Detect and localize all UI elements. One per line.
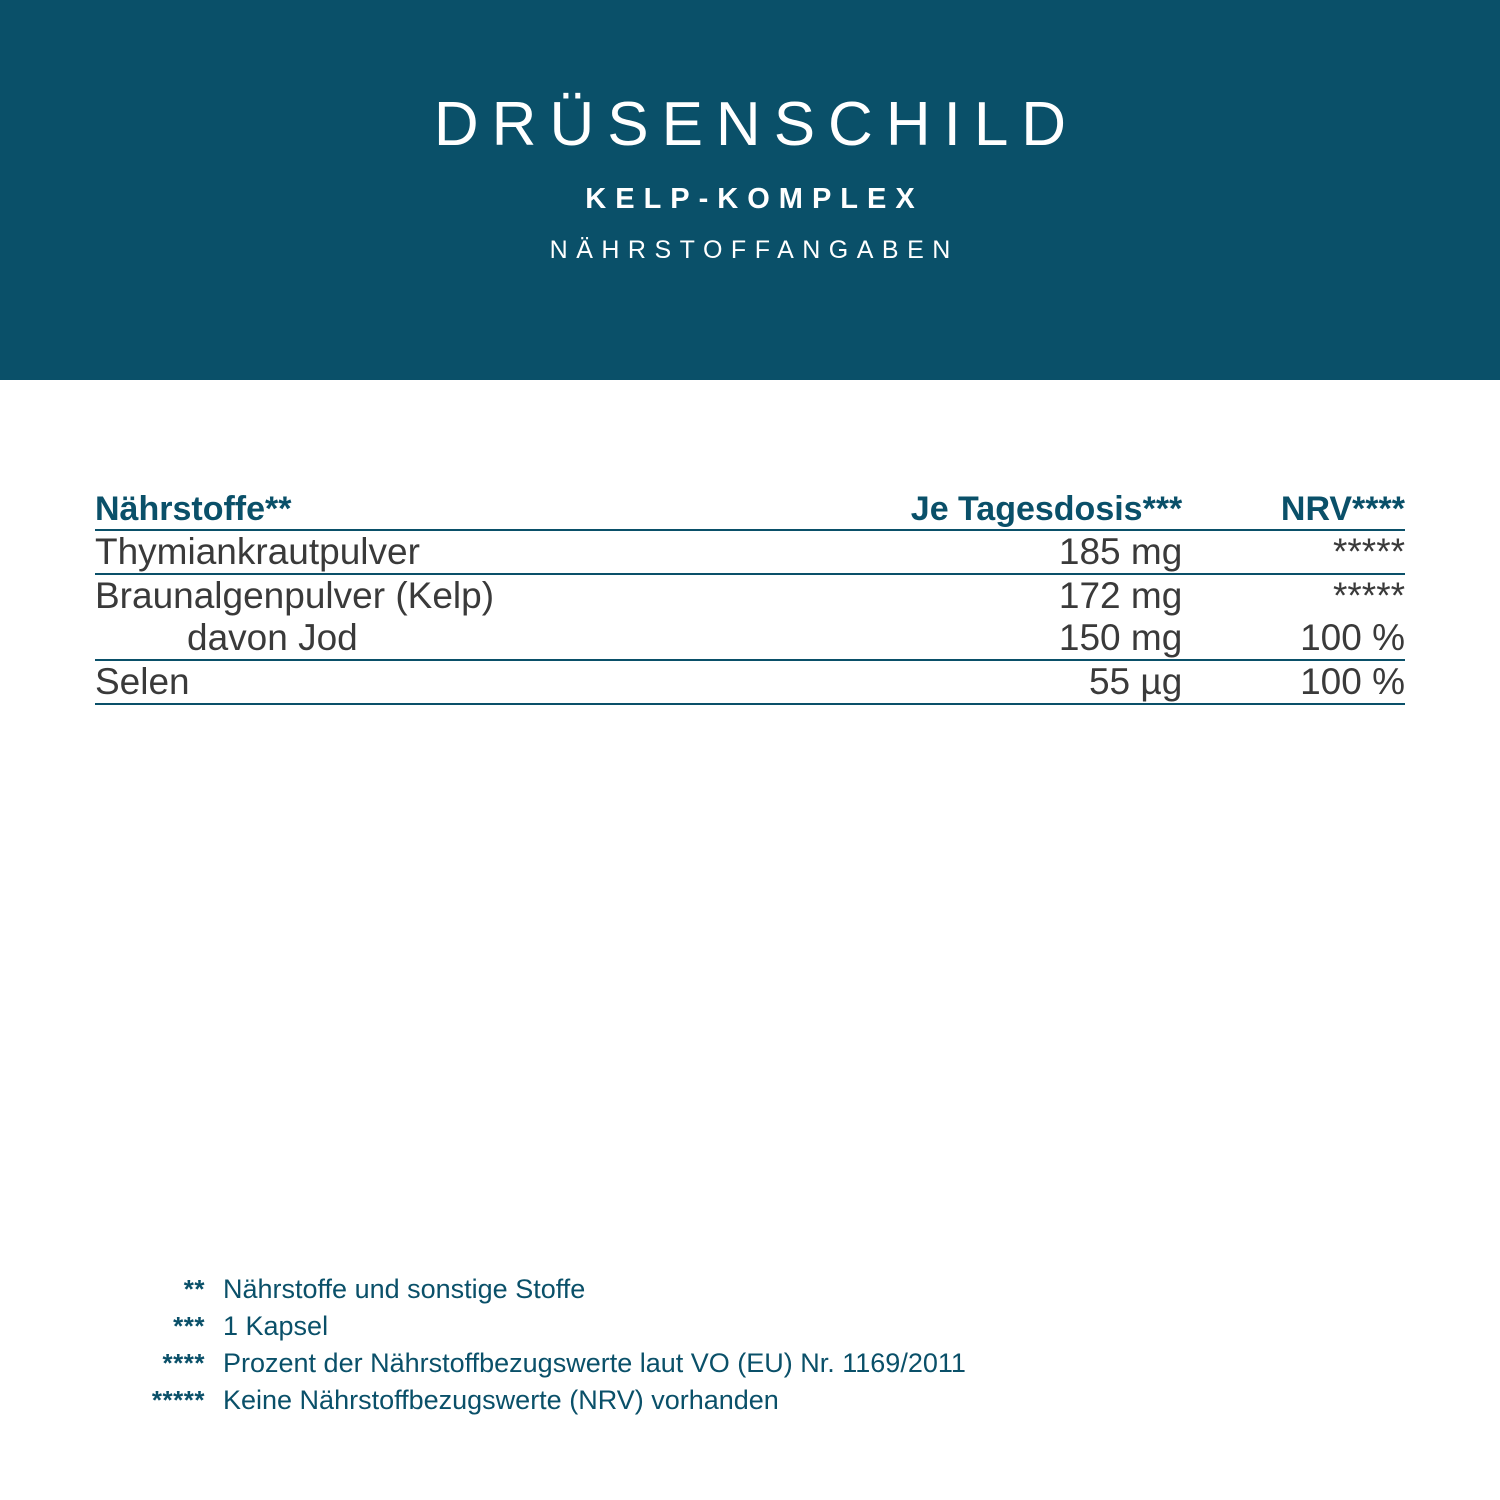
nutrition-table-container: [0, 490, 1500, 705]
footnote-text: Prozent der Nährstoffbezugswerte laut VO (EU) Nr. 1169/2011: [223, 1348, 966, 1378]
cell-nrv: *****: [1182, 530, 1405, 574]
table-body: [95, 530, 1405, 704]
table-header-row: [95, 490, 1405, 530]
column-header-nrv: NRV****: [1182, 490, 1405, 530]
cell-nutrient-name-sub: davon Jod: [95, 617, 829, 660]
product-subtitle: KELP-KOMPLEX: [585, 183, 924, 216]
cell-dose: 55 µg: [829, 660, 1183, 704]
footnote-item: [95, 1385, 1405, 1416]
footnote-text: Nährstoffe und sonstige Stoffe: [223, 1274, 586, 1304]
cell-nutrient-name: Braunalgenpulver (Kelp): [95, 575, 495, 616]
cell-nutrient-name: Thymiankrautpulver: [95, 530, 829, 574]
footnote-item: [95, 1274, 1405, 1305]
cell-nrv: 100 %: [1182, 617, 1405, 660]
cell-dose: 172 mg: [1058, 575, 1183, 616]
section-title: NÄHRSTOFFANGABEN: [549, 236, 959, 265]
footnote-text: Keine Nährstoffbezugswerte (NRV) vorhanden: [223, 1385, 779, 1415]
table-header: [95, 490, 1405, 530]
footnote-marker: ****: [162, 1348, 205, 1378]
footnote-marker: **: [183, 1274, 205, 1304]
table-row: [95, 530, 1405, 574]
footnote-item: [95, 1311, 1405, 1342]
table-row: [95, 574, 1405, 617]
header-banner: [0, 0, 1500, 380]
footnote-marker: ***: [173, 1311, 205, 1341]
cell-nrv: *****: [1333, 575, 1405, 616]
footnote-text: 1 Kapsel: [223, 1311, 329, 1341]
column-header-nutrient: Nährstoffe**: [95, 490, 829, 530]
cell-nutrient-name: Selen: [95, 660, 829, 704]
product-title: DRÜSENSCHILD: [433, 90, 1080, 159]
footnote-marker: *****: [151, 1385, 205, 1415]
cell-dose: 150 mg: [829, 617, 1183, 660]
nutrition-table: [95, 490, 1405, 705]
table-row-sub: [95, 617, 1405, 660]
footnote-item: [95, 1348, 1405, 1379]
column-header-dose: Je Tagesdosis***: [829, 490, 1183, 530]
cell-nrv: 100 %: [1182, 660, 1405, 704]
cell-dose: 185 mg: [829, 530, 1183, 574]
table-row: [95, 660, 1405, 704]
footnotes: [95, 1274, 1405, 1422]
